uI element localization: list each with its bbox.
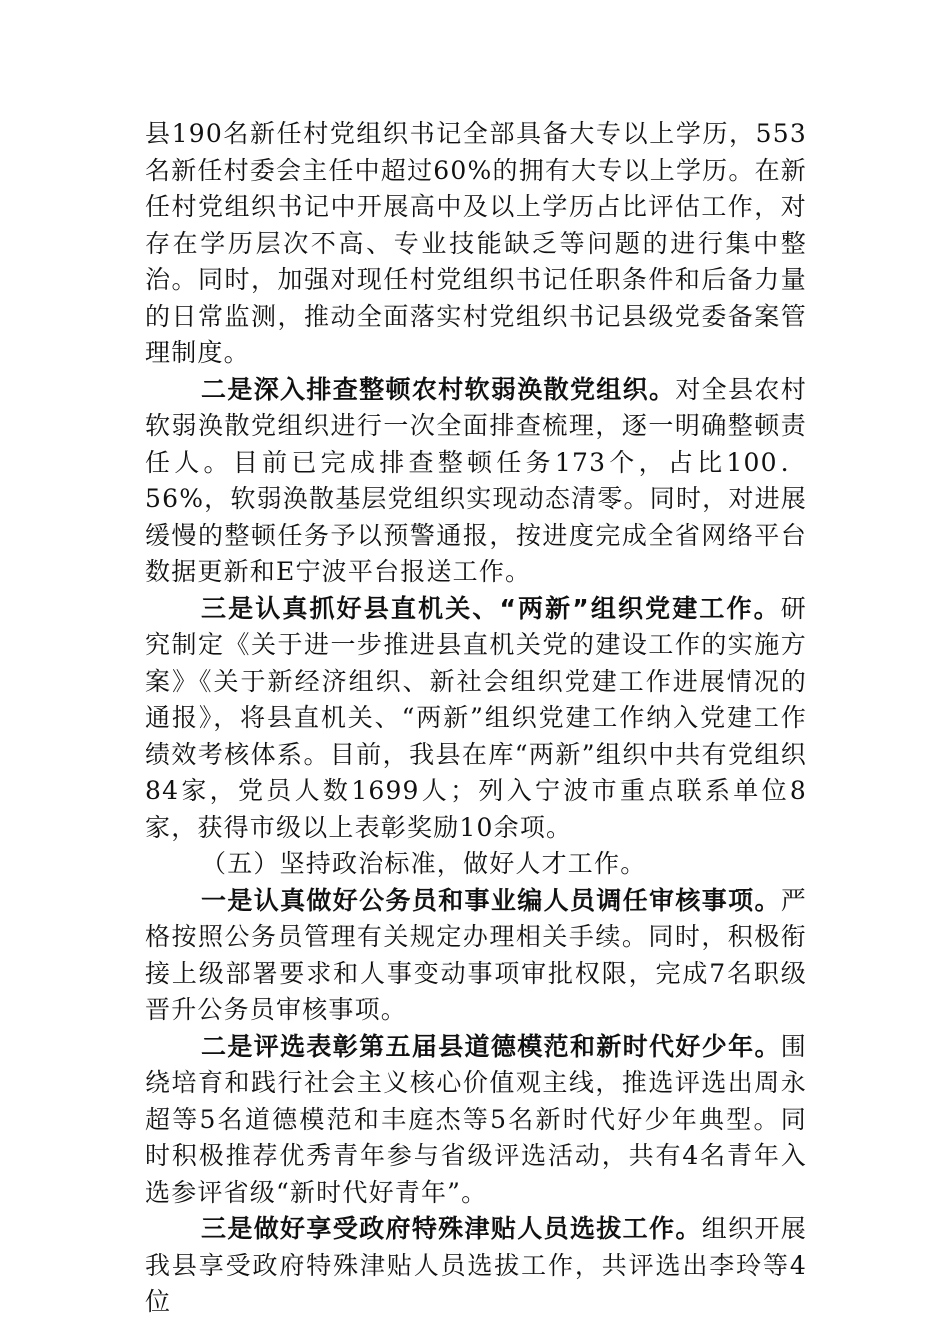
paragraph-text: 对全县农村软弱涣散党组织进行一次全面排查梳理，逐一明确整顿责任人。目前已完成排查整顿任务173个，占比100．56%，软弱涣散基层党组织实现动态清零。同时，对进展缓慢的整顿任务予以预警通报，按进度完成全省网络平台数据更新和E宁波平台报送工作。 xyxy=(145,374,807,586)
paragraph-text: 围绕培育和践行社会主义核心价值观主线，推选评选出周永超等5名道德模范和丰庭杰等5名新时代好少年典型。同时积极推荐优秀青年参与省级评选活动，共有4名青年入选参评省级“新时代好青年”。 xyxy=(145,1031,807,1207)
paragraph-item-rectify-weak-organizations xyxy=(145,372,807,591)
paragraph-item-moral-models xyxy=(145,1029,807,1212)
paragraph-lead: 二是深入排查整顿农村软弱涣散党组织。 xyxy=(201,374,676,404)
paragraph-text: 组织开展我县享受政府特殊津贴人员选拔工作，共评选出李玲等4位 xyxy=(145,1214,807,1316)
paragraph-item-party-building xyxy=(145,591,807,847)
paragraph-item-civil-servant-review xyxy=(145,883,807,1029)
paragraph-item-special-allowance xyxy=(145,1211,807,1321)
paragraph-continuation xyxy=(145,116,807,372)
paragraph-text: 研究制定《关于进一步推进县直机关党的建设工作的实施方案》《关于新经济组织、新社会组织党建工作进展情况的通报》，将县直机关、“两新”组织党建工作纳入党建工作绩效考核体系。目前，我县在库“两新”组织中共有党组织84家，党员人数1699人；列入宁波市重点联系单位8家，获得市级以上表彰奖励10余项。 xyxy=(145,593,807,842)
paragraph-lead: 三是做好享受政府特殊津贴人员选拔工作。 xyxy=(201,1214,702,1243)
section-heading-text: （五）坚持政治标准，做好人才工作。 xyxy=(201,849,647,878)
paragraph-text: 严格按照公务员管理有关规定办理相关手续。同时，积极衔接上级部署要求和人事变动事项审批权限，完成7名职级晋升公务员审核事项。 xyxy=(145,885,807,1024)
paragraph-text: 县190名新任村党组织书记全部具备大专以上学历，553名新任村委会主任中超过60%的拥有大专以上学历。在新任村党组织书记中开展高中及以上学历占比评估工作，对存在学历层次不高、专业技能缺乏等问题的进行集中整治。同时，加强对现任村党组织书记任职条件和后备力量的日常监测，推动全面落实村党组织书记县级党委备案管理制度。 xyxy=(145,119,807,367)
paragraph-lead: 二是评选表彰第五届县道德模范和新时代好少年。 xyxy=(201,1031,781,1061)
section-heading xyxy=(145,846,807,883)
paragraph-lead: 一是认真做好公务员和事业编人员调任审核事项。 xyxy=(201,885,781,915)
paragraph-lead: 三是认真抓好县直机关、“两新”组织党建工作。 xyxy=(201,593,781,623)
document-page xyxy=(145,116,807,1321)
